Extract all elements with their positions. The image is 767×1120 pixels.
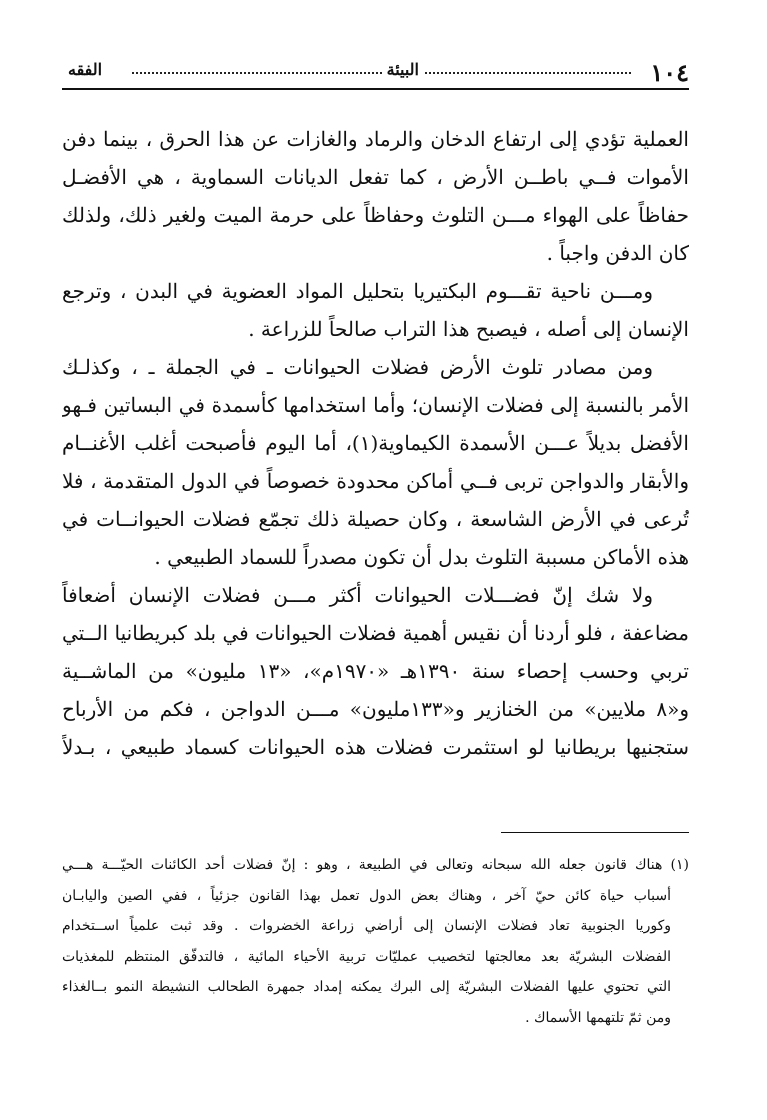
footnote-line: ومن ثمّ تلتهمها الأسماك . [525, 1009, 671, 1026]
text-line: الإنسان إلى أصله ، فيصبح هذا التراب صالحاً للزراعة . [248, 317, 689, 341]
text-line: ستجنيها بريطانيا لو استثمرت فضلات هذه الحيوانات كسماد طبيعي ، بـدلاً [62, 735, 689, 759]
footnote-line: (١) هناك قانون جعله الله سبحانه وتعالى في الطبيعة ، وهو : إنّ فضلات أحد الكائنات الحيّـــة هـــي [62, 857, 689, 873]
book-title: البيئة [386, 60, 419, 79]
footnotes [62, 850, 689, 1033]
footnote-line: التي تحتوي عليها الفضلات البشريّة إلى البرك يمكنه إمداد جمهرة الطحالب النشيطة النمو بــالغذاء [62, 979, 671, 995]
text-line: الأموات فــي باطــن الأرض ، كما تفعل الديانات السماوية ، هي الأفضـل [62, 165, 689, 189]
text-line: هذه الأماكن مسببة التلوث بدل أن تكون مصدراً للسماد الطبيعي . [154, 545, 689, 569]
footnote-line: الفضلات البشريّة بعد معالجتها لتخصيب عمليّات تربية الأحياء المائية ، فالتدفّق المنتظم للمغذيات [62, 948, 671, 965]
text-line: الأمر بالنسبة إلى فضلات الإنسان؛ وأما استخدامها كأسمدة في البساتين فـهو [62, 393, 689, 417]
text-line: ولا شك إنّ فضـــلات الحيوانات أكثر مـــن فضلات الإنسان أضعافاً [62, 583, 653, 607]
text-line: الأفضل بديلاً عـــن الأسمدة الكيماوية(١)، أما اليوم فأصبحت أغلب الأغنــام [62, 431, 689, 455]
text-line: ومن مصادر تلوث الأرض فضلات الحيوانات ـ في الجملة ـ ، وكذلـك [62, 355, 653, 379]
text-line: والأبقار والدواجن تربى فــي أماكن محدودة خصوصاً في الدول المتقدمة ، فلا [62, 469, 689, 493]
text-line: تربي وحسب إحصاء سنة ١٣٩٠هـ «١٩٧٠م»، «١٣ مليون» من الماشــية [62, 659, 689, 683]
text-line: كان الدفن واجباً . [546, 241, 689, 265]
header-dotted-leader [425, 70, 631, 74]
footnote-line: وكوريا الجنوبية تعاد فضلات الإنسان إلى أراضي زراعة الخضروات . وقد ثبت علمياً اســتخدام [62, 918, 671, 934]
page-number: ١٠٤ [650, 58, 689, 87]
text-line: العملية تؤدي إلى ارتفاع الدخان والرماد والغازات عن هذا الحرق ، بينما دفن [62, 127, 689, 151]
text-line: مضاعفة ، فلو أردنا أن نقيس أهمية فضلات الحيوانات في بلد كبريطانيا الــتي [62, 621, 689, 645]
chapter-title: الفقه [68, 60, 103, 79]
main-text [62, 120, 689, 766]
header-dotted-leader [132, 70, 382, 74]
footnote-separator [501, 832, 689, 833]
text-line: و«٨ ملايين» من الخنازير و«١٣٣مليون» مـــن الدواجن ، فكم من الأرباح [62, 697, 689, 721]
text-line: ومـــن ناحية تقـــوم البكتيريا بتحليل المواد العضوية في البدن ، وترجع [62, 279, 653, 303]
text-line: حفاظاً على الهواء مـــن التلوث وحفاظاً على حرمة الميت ولغير ذلك، ولذلك [62, 203, 689, 227]
page-header [62, 52, 689, 90]
footnote-line: أسباب حياة كائن حيّ آخر ، وهناك بعض الدول تعمل بهذا القانون جزئياً ، ففي الصين واليابـان [62, 887, 671, 904]
text-line: تُرعى في الأرض الشاسعة ، وكان حصيلة ذلك تجمّع فضلات الحيوانــات في [62, 507, 689, 531]
